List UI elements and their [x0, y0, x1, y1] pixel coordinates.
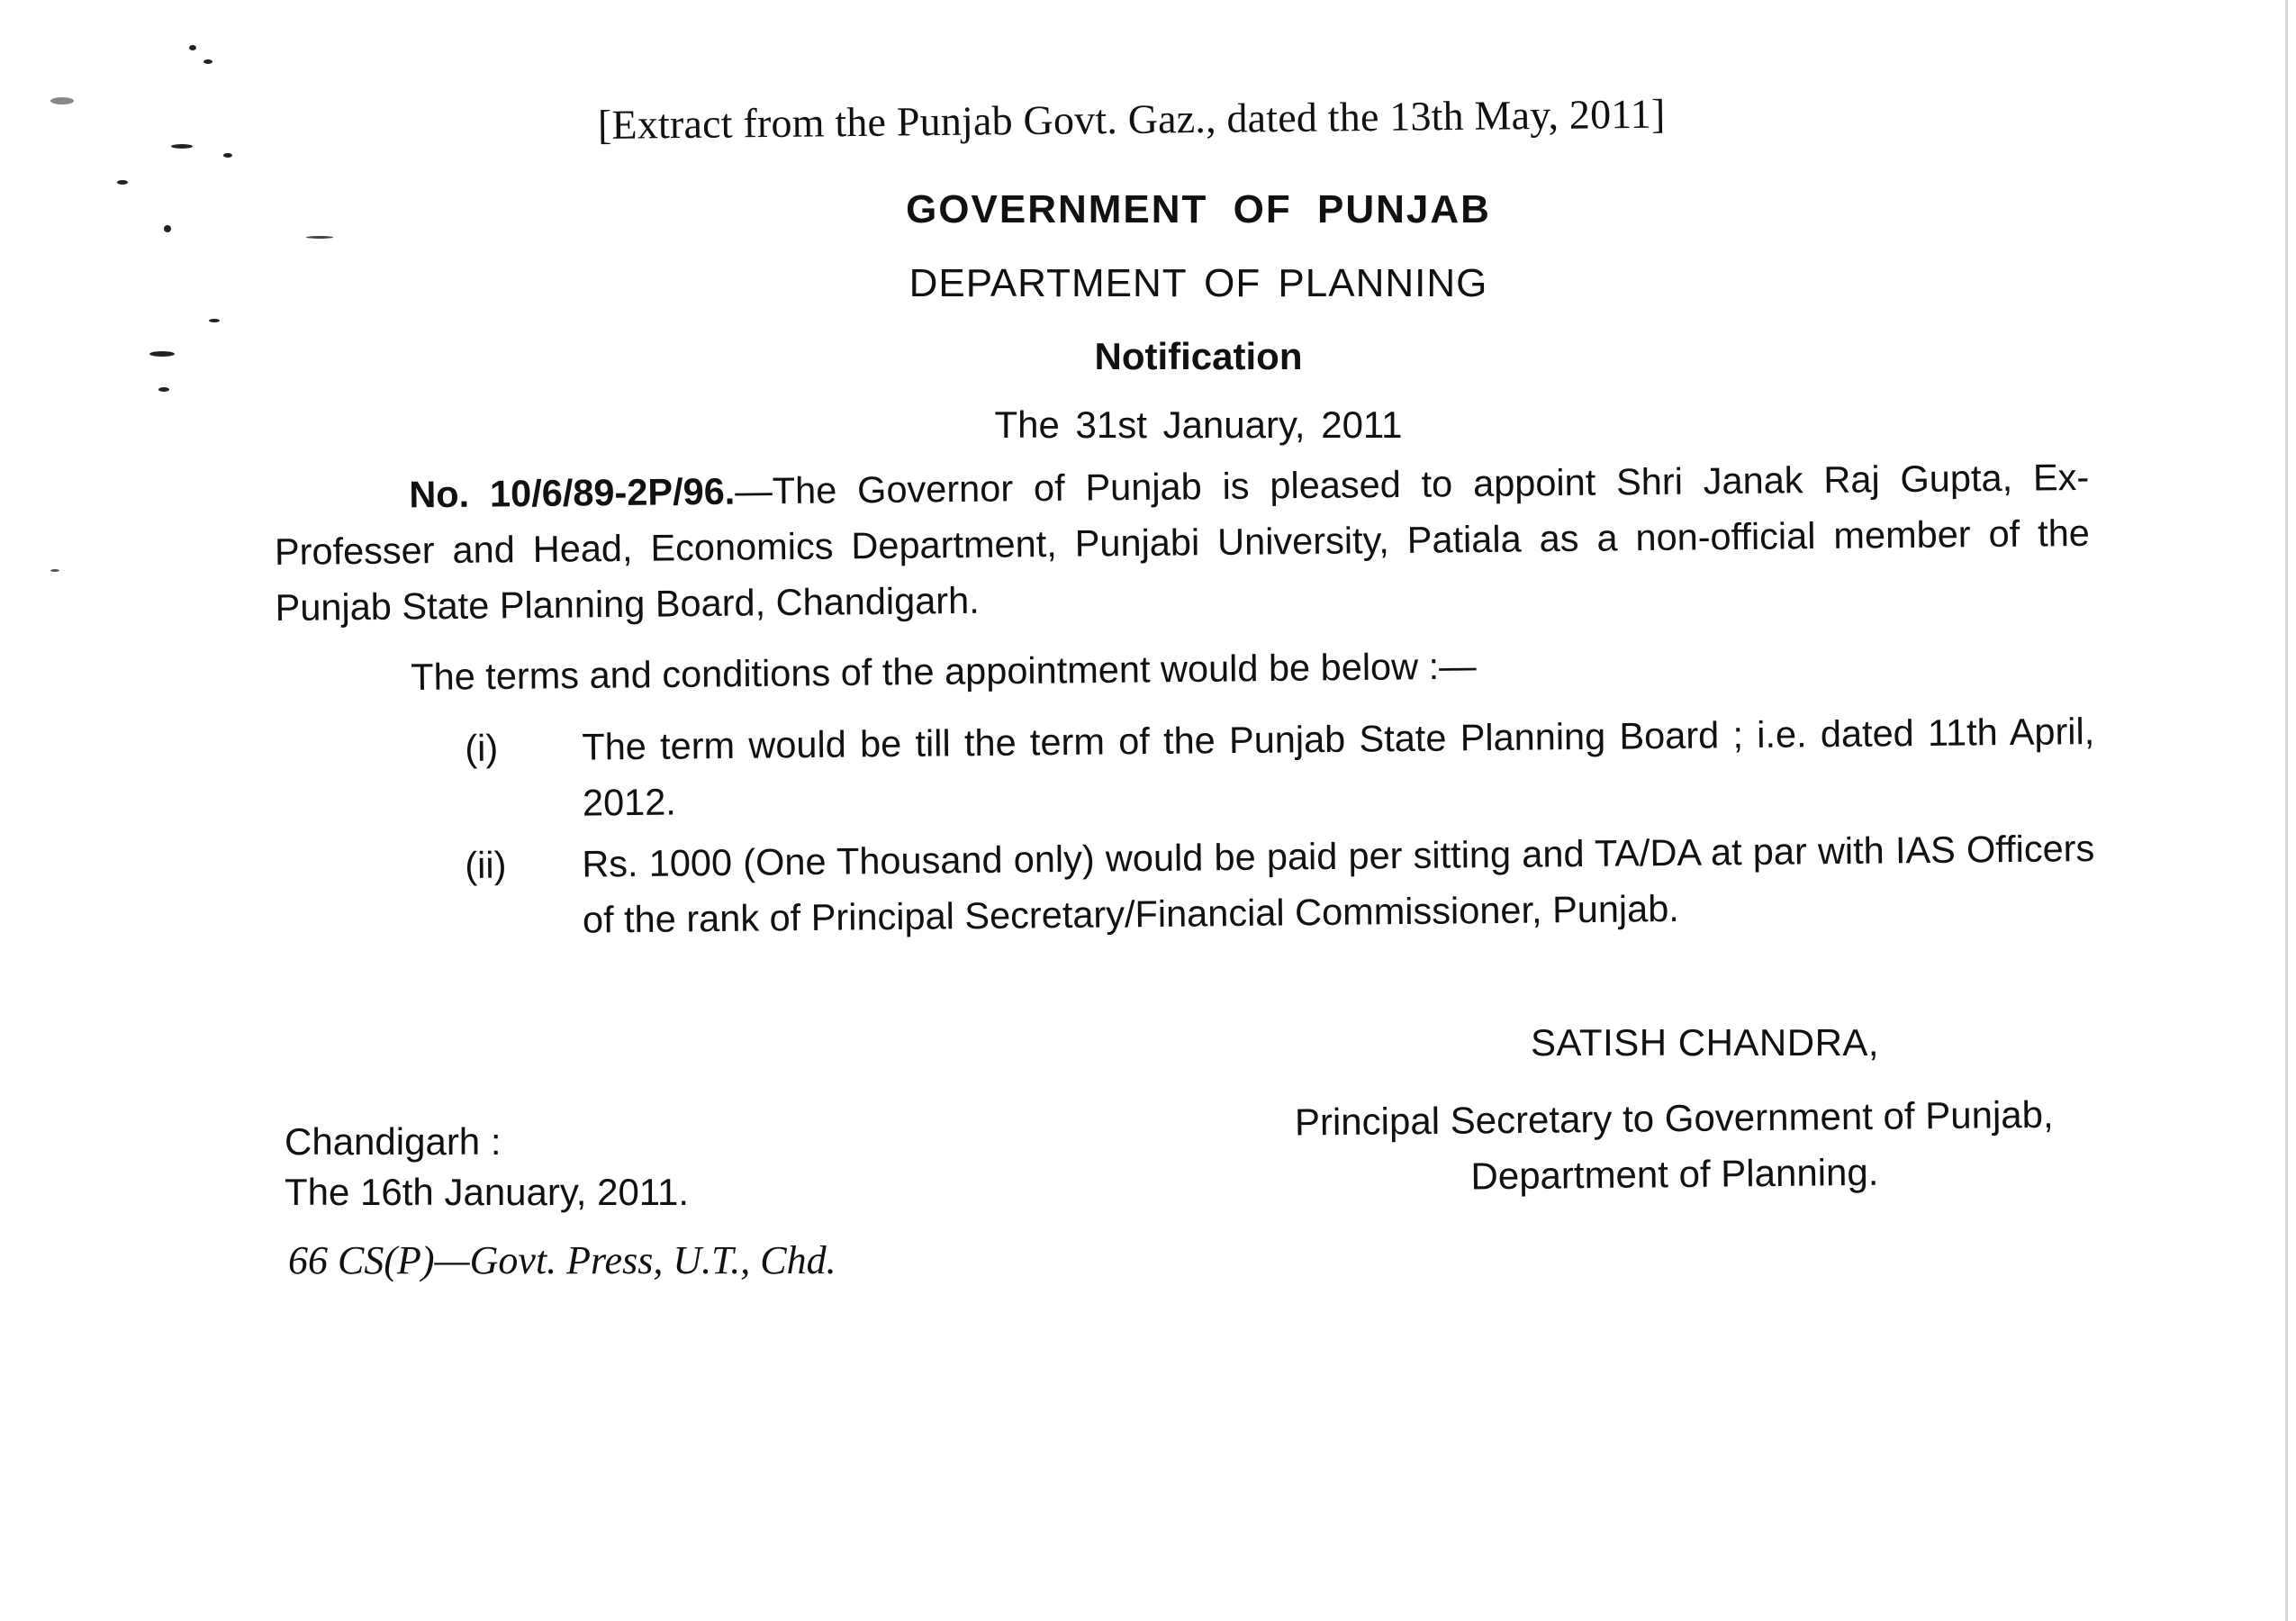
- issue-place: Chandigarh :: [285, 1120, 502, 1163]
- scan-speck: [306, 236, 333, 239]
- signatory-designation: [1255, 1086, 2093, 1207]
- scan-speck: [158, 387, 169, 392]
- designation-line: Department of Planning.: [1470, 1150, 1879, 1198]
- appointment-paragraph: [274, 449, 2091, 636]
- term-marker: (ii): [465, 843, 507, 886]
- gazette-extract-heading: [Extract from the Punjab Govt. Gaz., dated the 13th May, 2011]: [597, 90, 1666, 148]
- scan-speck: [223, 153, 232, 158]
- terms-intro: The terms and conditions of the appointment would be below :—: [411, 644, 1477, 698]
- scan-speck: [50, 97, 74, 104]
- term-item: [465, 820, 2095, 949]
- scan-speck: [171, 144, 193, 149]
- department-title: DEPARTMENT OF PLANNING: [908, 261, 1488, 305]
- scan-speck: [189, 45, 196, 50]
- scan-speck: [203, 59, 212, 64]
- issue-date: The 16th January, 2011.: [285, 1171, 690, 1213]
- signatory-name: SATISH CHANDRA,: [1531, 1021, 1880, 1064]
- notification-label: Notification: [1094, 335, 1303, 377]
- notification-number: No. 10/6/89-2P/96.: [409, 469, 736, 516]
- scan-speck: [117, 180, 128, 185]
- scan-edge: [2285, 0, 2288, 1621]
- term-text: The term would be till the term of the Punjab State Planning Board ; i.e. dated 11th April, 2012.: [582, 710, 2095, 824]
- appointment-text: —The Governor of Punjab is pleased to appoint Shri Janak Raj Gupta, Ex-Professer and Head, Economics Department, Punjabi University, Patiala as a non-official member of the Punjab State Planning Board, Chandigarh.: [274, 455, 2091, 629]
- notification-date: The 31st January, 2011: [994, 403, 1403, 446]
- scan-speck: [50, 569, 59, 572]
- term-text: Rs. 1000 (One Thousand only) would be paid per sitting and TA/DA at par with IAS Officers of the rank of Principal Secretary/Financial Commissioner, Punjab.: [582, 827, 2095, 941]
- government-title: GOVERNMENT OF PUNJAB: [906, 187, 1491, 231]
- term-item: [465, 703, 2095, 832]
- term-marker: (i): [465, 726, 499, 769]
- designation-line: Principal Secretary to Government of Punjab,: [1294, 1092, 2054, 1144]
- scan-speck: [209, 319, 220, 322]
- press-imprint: 66 CS(P)—Govt. Press, U.T., Chd.: [288, 1238, 836, 1282]
